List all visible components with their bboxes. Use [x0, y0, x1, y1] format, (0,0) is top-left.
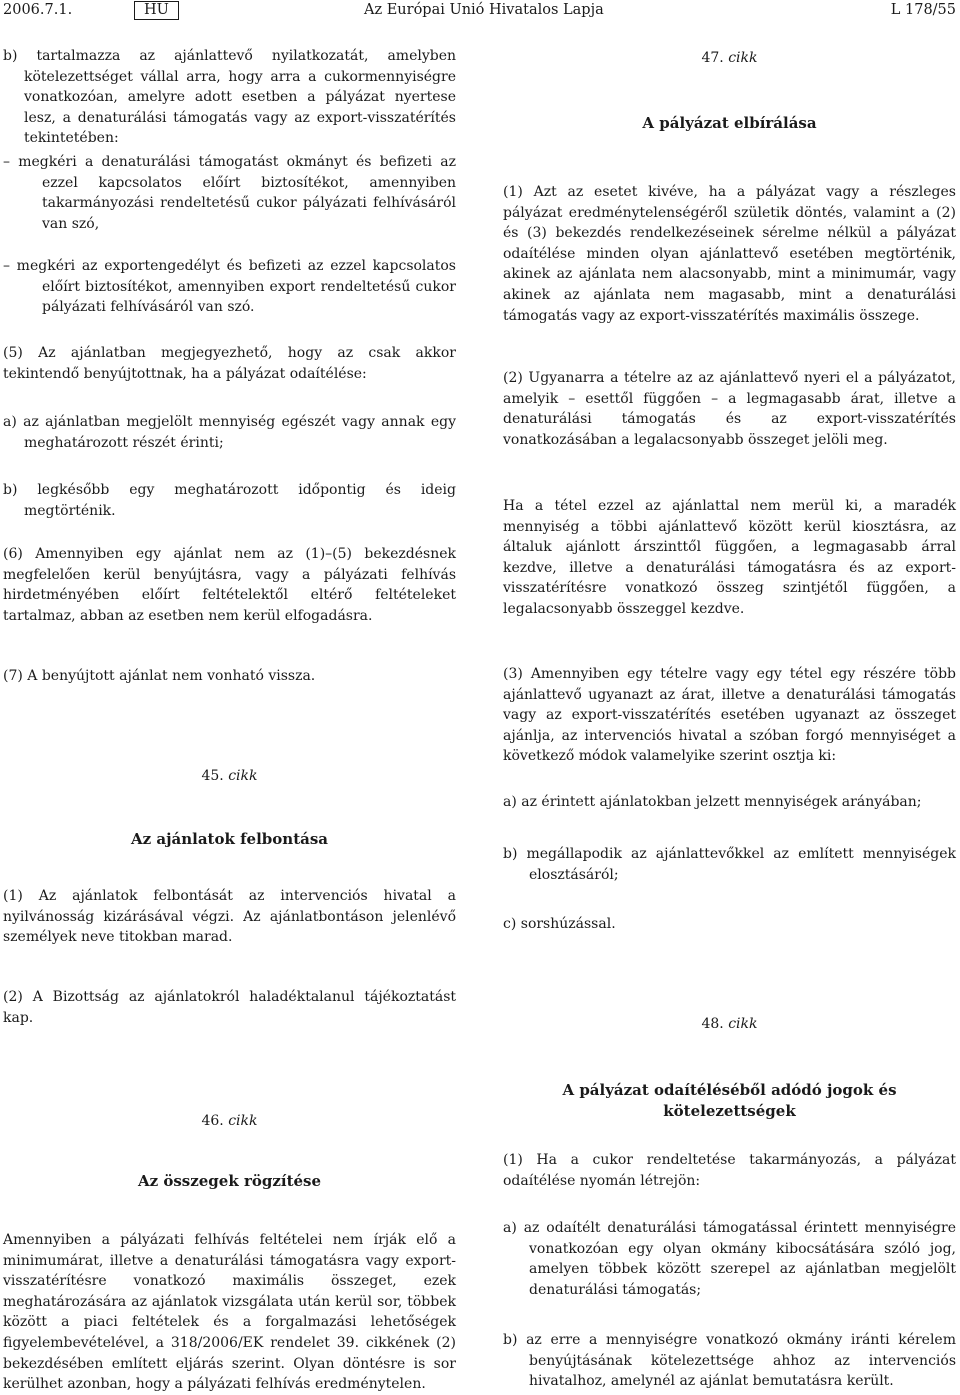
article-46-title: Az összegek rögzítése	[137, 1172, 322, 1190]
paragraph-4b: b) tartalmazza az ajánlattevő nyilatkozatát, amelyben kötelezettséget vállal arra, hogy arra a cukormennyiségre vonatkozóan, amelyre adott esetben a pályázat nyertese lesz, a denaturálási támogatás vagy az export-visszatérítés tekintetében:	[3, 48, 456, 147]
paragraph-3c: c) sorshúzással.	[503, 916, 616, 932]
paragraph-3b: b) megállapodik az ajánlattevőkkel az említett mennyiségek elosztásáról;	[503, 846, 956, 883]
article-45-paragraph-1: (1) Az ajánlatok felbontását az intervenciós hivatal a nyilvánosság kizárásával végzi. Az ajánlatbontáson jelenlévő személyek neve titokban marad.	[3, 888, 456, 946]
article-47-paragraph-2: (2) Ugyanarra a tételre az az ajánlattevő nyeri el a pályázatot, amelyik – esettől függően – a legmagasabb árat, illetve a denaturálási támogatás és az export-visszatérítés vonatkozásában a legalacsonyabb összeget jelöli meg.	[503, 370, 956, 448]
paragraph-7: (7) A benyújtott ajánlat nem vonható vissza.	[3, 668, 316, 684]
dash-item-export: – megkéri az exportengedélyt és befizeti az ezzel kapcsolatos előírt biztosítékot, amennyiben export rendeltetésű cukor pályázati felhívásáról van szó.	[3, 258, 456, 316]
paragraph-6: (6) Amennyiben egy ajánlat nem az (1)–(5) bekezdésnek megfelelően kerül benyújtásra, vagy a pályázati felhívás hirdetményében előírt feltételektől eltérő feltételeket tartalmaz, abban az esetben nem kerül elfogadásra.	[3, 546, 456, 624]
article-48-title: A pályázat odaítéléséből adódó jogok és kötelezettségek	[562, 1081, 897, 1120]
article-48-paragraph-1: (1) Ha a cukor rendeltetése takarmányozás, a pályázat odaítélése nyomán létrejön:	[503, 1152, 956, 1189]
article-47-paragraph-1: (1) Azt az esetet kivéve, ha a pályázat vagy a részleges pályázat eredménytelenségéről születik döntés, valamint a (2) és (3) bekezdés rendelkezéseinek sérelme nélkül a pályázat odaítélése minden olyan ajánlattevő esetében megtörténik, akinek az ajánlata nem alacsonyabb, mint a minimumár, vagy akinek az ajánlata nem magasabb, mint a denaturálási támogatás vagy az export-visszatérítés maximális összege.	[503, 184, 956, 324]
article-46-paragraph: Amennyiben a pályázati felhívás feltételei nem írják elő a minimumárat, illetve a denaturálási támogatásra vagy export-visszatérítésre vonatkozó maximális összeget, ezek meghatározására az ajánlatok vizsgálata után kerül sor, többek között a piaci feltételek és a forgalmazási lehetőségek figyelembevételével, a 318/2006/EK rendelet 39. cikkének (2) bekezdésében említett eljárás szerint. Olyan döntésre is sor kerülhet azonban, hogy a pályázati felhívás eredménytelen.	[3, 1232, 456, 1393]
article-47-paragraph-3: (3) Amennyiben egy tételre vagy egy tétel egy részére több ajánlattevő ugyanazt az árat, illetve a denaturálási támogatás vagy az export-visszatérítés esetében ugyanazt az összeget ajánlja, az intervenciós hivatal a szóban forgó mennyiséget a következő módok valamelyike szerint osztja ki:	[503, 666, 956, 765]
article-45-title: Az ajánlatok felbontása	[130, 830, 329, 848]
paragraph-3a: a) az érintett ajánlatokban jelzett mennyiségek arányában;	[503, 794, 922, 810]
paragraph-48-1b: b) az erre a mennyiségre vonatkozó okmány iránti kérelem benyújtásának kötelezettsége ahhoz az intervenciós hivatalhoz, amelynél az ajánlat bemutatásra került.	[503, 1332, 956, 1390]
page-header	[0, 0, 960, 20]
article-45-number: 45. cikk	[201, 768, 258, 784]
language-badge: HU	[134, 1, 179, 20]
paragraph-48-1a: a) az odaítélt denaturálási támogatással érintett mennyiségre vonatkozóan egy olyan okmány kibocsátására szóló jog, amelyen többek között szerepel az ajánlatban megjelölt denaturálási támogatás;	[503, 1220, 956, 1298]
paragraph-5a: a) az ajánlatban megjelölt mennyiség egészét vagy annak egy meghatározott részét érinti;	[3, 414, 456, 451]
header-date: 2006.7.1.	[3, 2, 73, 18]
article-48-number: 48. cikk	[701, 1016, 758, 1032]
article-47-paragraph-2-continued: Ha a tétel ezzel az ajánlattal nem merül ki, a maradék mennyiség a többi ajánlattevő között kerül kiosztásra, az általuk ajánlott árszinttől függően, a legmagasabb árral kezdve, illetve a denaturálási támogatásra és az export-visszatérítésre vonatkozó összeg szintjétől függően, a legalacsonyabb összeggel kezdve.	[503, 498, 956, 617]
article-45-paragraph-2: (2) A Bizottság az ajánlatokról haladéktalanul tájékoztatást kap.	[3, 989, 456, 1026]
article-47-number: 47. cikk	[701, 50, 758, 66]
article-46-number: 46. cikk	[201, 1113, 258, 1129]
dash-item-denaturation: – megkéri a denaturálási támogatást okmányt és befizeti az ezzel kapcsolatos előírt biztosítékot, amennyiben takarmányozási rendeltetésű cukor pályázati felhívásáról van szó,	[3, 154, 456, 232]
page-reference: L 178/55	[890, 2, 956, 18]
journal-title: Az Európai Unió Hivatalos Lapja	[364, 2, 604, 18]
paragraph-5: (5) Az ajánlatban megjegyezhető, hogy az csak akkor tekintendő benyújtottnak, ha a pályázat odaítélése:	[3, 345, 456, 382]
article-47-title: A pályázat elbírálása	[642, 114, 817, 132]
paragraph-5b: b) legkésőbb egy meghatározott időpontig és ideig megtörténik.	[3, 482, 456, 519]
